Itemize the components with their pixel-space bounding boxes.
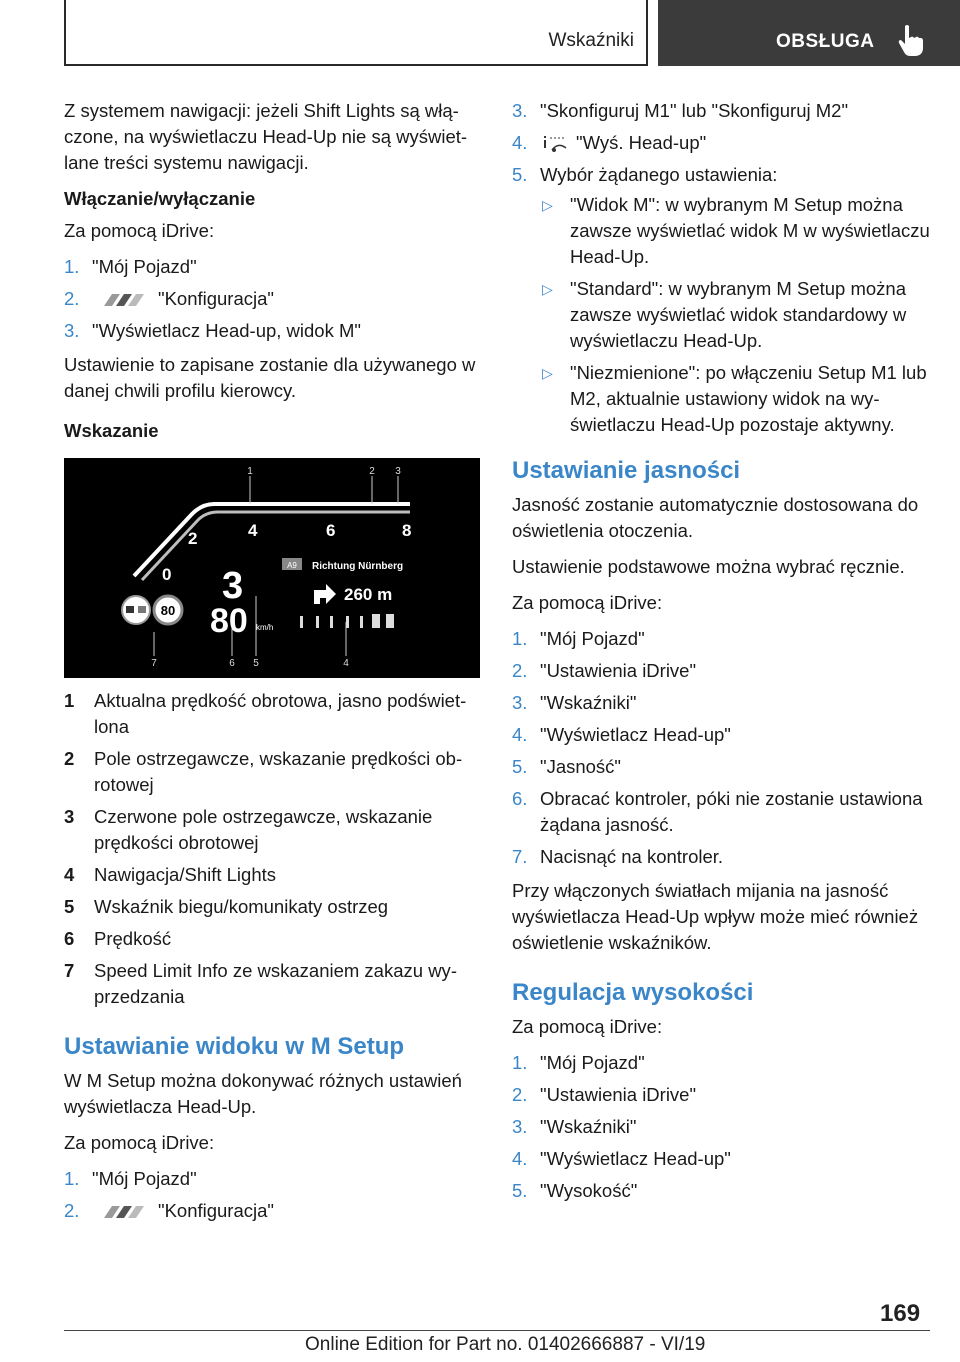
steps-list-cont [512,98,932,438]
list-item [512,162,932,438]
hud-speed: 80 [210,602,248,640]
legend-text: Czerwone pole ostrzegawcze, wskazanie prędkości obrotowej [94,806,433,853]
head-up-display-illustration [64,458,480,678]
step-text: "Wyś. Head-up" [576,132,707,153]
legend-text: Pole ostrzegawcze, wskazanie prędkości obrotowej [94,748,463,795]
step-text: Wybór żądanego ustawienia: [540,164,778,185]
step-number: 1. [512,628,528,649]
step-text: "Wyświetlacz Head-up" [540,724,731,745]
steps-list-3 [512,626,932,870]
list-item [512,658,932,684]
legend-text: Nawigacja/Shift Lights [94,864,277,885]
option-item [540,192,932,270]
step-number: 3. [512,1116,528,1137]
option-item [540,276,932,354]
nav-distance: 260 m [344,585,393,604]
onoff-heading: Włączanie/wyłączanie [64,188,256,209]
step-text: Obracać kontroler, póki nie zostanie ustawiona żądana jasność. [540,788,923,835]
step-text: "Wskaźniki" [540,1116,637,1137]
intro-paragraph: Z systemem nawigacji: jeżeli Shift Lights są włączone, na wyświetlaczu Head-Up nie są wyświetlane treści systemu nawigacji. [64,100,468,173]
nav-destination: Richtung Nürnberg [312,561,404,572]
header-section-box [64,0,648,66]
option-text: "Widok M": w wybranym M Setup można zawsze wyświetlać widok M w wyświetlaczu Head-Up. [570,194,930,267]
step-number: 5. [512,756,528,777]
legend-text: Prędkość [94,928,172,949]
chapter-label: OBSŁUGA [776,31,875,52]
step-text: "Wysokość" [540,1180,638,1201]
step-text: "Mój Pojazd" [540,1052,645,1073]
triangle-bullet-icon: ▷ [542,197,553,213]
list-item [64,318,484,344]
rpm-mark-8: 8 [402,521,412,540]
m-stripes-icon [100,294,148,306]
legend-text: Wskaźnik biegu/komunikaty ostrzeg [94,896,389,917]
step-number: 6. [512,788,528,809]
height-section-title: Regulacja wysokości [512,979,754,1006]
legend-number: 7 [64,960,75,981]
header-chapter-box [658,0,960,66]
list-item [512,1050,932,1076]
list-item [64,254,484,280]
footer-edition: Online Edition for Part no. 01402666887 - VI/19 [305,1334,706,1355]
idrive-line: Za pomocą iDrive: [64,1132,215,1153]
legend-item [64,688,484,740]
hud-callout-4: 4 [343,658,349,669]
step-number: 2. [64,1200,80,1221]
list-item [512,722,932,748]
step-number: 3. [512,100,528,121]
brightness-paragraph-2: Ustawienie podstawowe można wybrać ręcznie. [512,556,905,577]
step-number: 5. [512,164,528,185]
step-text: "Skonfiguruj M1" lub "Skonfiguruj M2" [540,100,849,121]
triangle-bullet-icon: ▷ [542,365,553,381]
display-heading: Wskazanie [64,420,159,441]
step-text: "Mój Pojazd" [92,256,197,277]
idrive-line: Za pomocą iDrive: [512,592,663,613]
options-list [540,192,932,438]
idrive-line: Za pomocą iDrive: [64,220,215,241]
legend-number: 3 [64,806,75,827]
step-text: "Wyświetlacz Head-up, widok M" [92,320,361,341]
option-item [540,360,932,438]
step-number: 4. [512,1148,528,1169]
legend-number: 1 [64,690,75,711]
list-item [512,786,932,838]
left-column [64,98,484,1232]
head-up-display-icon [542,134,570,154]
step-number: 4. [512,724,528,745]
hud-callout-5: 5 [253,658,259,669]
step-text: "Mój Pojazd" [540,628,645,649]
step-text: "Jasność" [540,756,622,777]
list-item [512,626,932,652]
legend-number: 5 [64,896,75,917]
brightness-section-title: Ustawianie jasności [512,457,741,484]
step-text: "Konfiguracja" [158,288,274,309]
steps-list-4 [512,1050,932,1204]
list-item [512,130,932,156]
step-text: "Wyświetlacz Head-up" [540,1148,731,1169]
list-item [512,98,932,124]
rpm-mark-6: 6 [326,521,336,540]
setup-section-title: Ustawianie widoku w M Setup [64,1033,405,1060]
step-text: "Konfiguracja" [158,1200,274,1221]
brightness-paragraph-1: Jasność zostanie automatycznie dostosowana do oświetlenia otoczenia. [512,494,919,541]
list-item [512,844,932,870]
list-item [512,690,932,716]
step-number: 4. [512,132,528,153]
hud-callout-1: 1 [247,466,253,477]
legend-item [64,894,484,920]
setup-intro: W M Setup można dokonywać różnych ustawień wyświetlacza Head-Up. [64,1070,462,1117]
list-item [512,1146,932,1172]
legend-number: 4 [64,864,75,885]
idrive-line: Za pomocą iDrive: [512,1016,663,1037]
option-text: "Niezmienione": po włączeniu Setup M1 lub M2, aktualnie ustawiony widok na wyświetlaczu Head-Up pozostaje aktywny. [570,362,927,435]
steps-list-2 [64,1166,484,1224]
step-number: 2. [512,660,528,681]
legend-item [64,804,484,856]
brightness-note: Przy włączonych światłach mijania na jasność wyświetlacza Head-Up wpływ może mieć również oświetlenie wskaźników. [512,880,919,953]
step-text: Nacisnąć na kontroler. [540,846,724,867]
step-number: 2. [512,1084,528,1105]
rpm-mark-4: 4 [248,521,258,540]
step-number: 5. [512,1180,528,1201]
section-label: Wskaźniki [548,30,634,51]
step-text: "Mój Pojazd" [92,1168,197,1189]
hud-callout-6: 6 [229,658,235,669]
page-number: 169 [880,1300,921,1327]
step-text: "Wskaźniki" [540,692,637,713]
legend-item [64,958,484,1010]
step-text: "Ustawienia iDrive" [540,660,697,681]
speed-limit-value: 80 [160,603,176,618]
step-number: 1. [64,256,80,277]
legend-item [64,926,484,952]
right-column [512,98,932,1212]
legend-text: Aktualna prędkość obrotowa, jasno podświetlona [94,690,467,737]
m-stripes-icon [100,1206,148,1218]
rpm-mark-0: 0 [162,565,172,584]
hud-speed-unit: km/h [256,623,274,632]
step-number: 1. [64,1168,80,1189]
list-item [64,1166,484,1192]
triangle-bullet-icon: ▷ [542,281,553,297]
list-item [512,1082,932,1108]
rpm-mark-2: 2 [188,529,198,548]
step-number: 3. [512,692,528,713]
hud-callout-3: 3 [395,466,401,477]
list-item [512,1178,932,1204]
road-badge: A9 [287,561,297,570]
list-item [64,1198,484,1224]
list-item [512,1114,932,1140]
list-item [64,286,484,312]
step-number: 7. [512,846,528,867]
legend-item [64,746,484,798]
save-note: Ustawienie to zapisane zostanie dla używanego w danej chwili profilu kierowcy. [64,354,476,401]
list-item [512,754,932,780]
step-text: "Ustawienia iDrive" [540,1084,697,1105]
hud-callout-2: 2 [369,466,375,477]
legend-number: 2 [64,748,75,769]
steps-list-1 [64,254,484,344]
footer-divider [64,1330,930,1331]
option-text: "Standard": w wybranym M Setup można zawsze wyświetlać widok standardowy w wyświetlaczu Head-Up. [570,278,907,351]
hud-callout-7: 7 [151,658,157,669]
legend-item [64,862,484,888]
legend-text: Speed Limit Info ze wskazaniem zakazu wyprzedzania [94,960,457,1007]
step-number: 2. [64,288,80,309]
hand-pointer-icon [896,24,926,58]
step-number: 1. [512,1052,528,1073]
legend-number: 6 [64,928,75,949]
step-number: 3. [64,320,80,341]
hud-gear: 3 [222,565,244,607]
legend-list [64,688,484,1010]
